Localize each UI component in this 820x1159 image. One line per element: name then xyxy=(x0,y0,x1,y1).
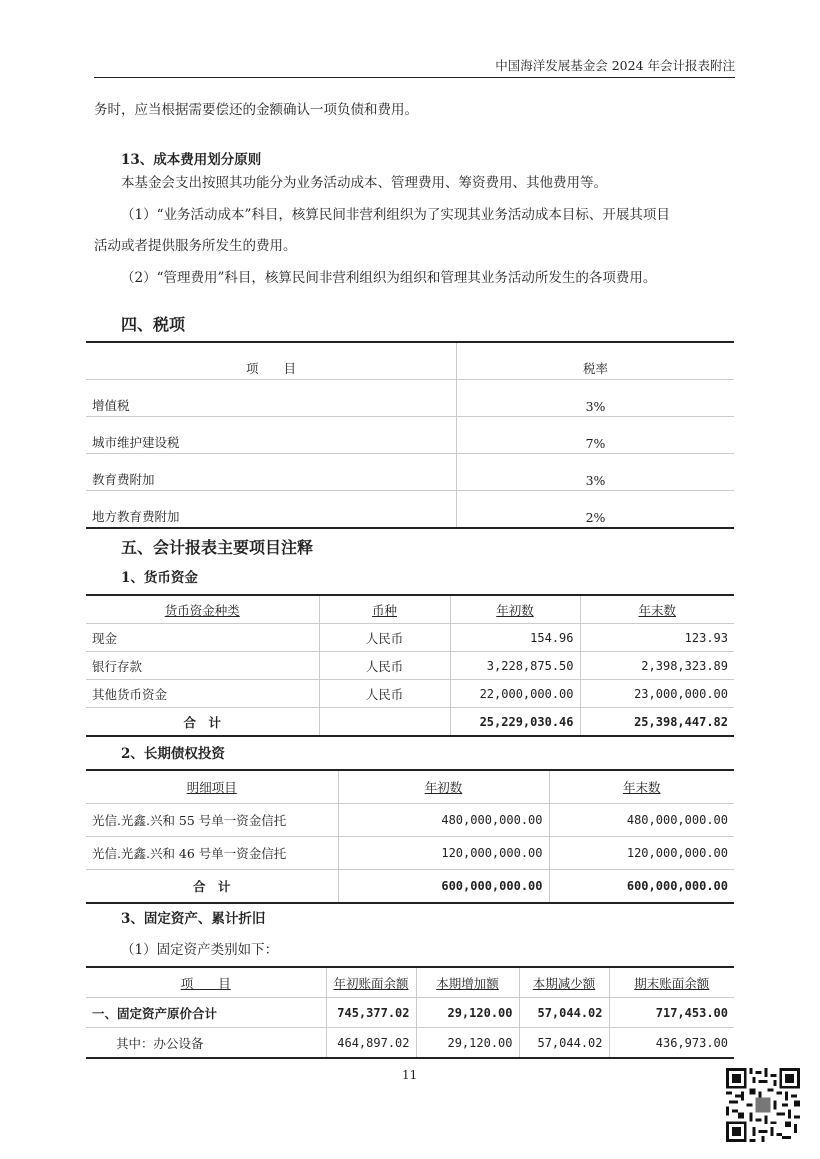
asset-increase: 29,120.00 xyxy=(416,1028,519,1059)
total-label: 合 计 xyxy=(86,708,319,737)
cash-opening: 3,228,875.50 xyxy=(450,652,580,680)
investment-closing: 120,000,000.00 xyxy=(549,837,734,870)
header-opening-balance: 年初账面余额 xyxy=(326,967,416,998)
asset-opening: 464,897.02 xyxy=(326,1028,416,1059)
cash-type: 银行存款 xyxy=(86,652,319,680)
asset-closing: 717,453.00 xyxy=(609,998,734,1028)
table-row xyxy=(86,417,734,454)
tax-name: 教育费附加 xyxy=(86,454,457,491)
cash-currency: 人民币 xyxy=(319,624,450,652)
tax-name: 城市维护建设税 xyxy=(86,417,457,454)
header-item: 项 目 xyxy=(86,967,326,998)
longterm-investment-table xyxy=(86,769,734,904)
tax-rate: 7% xyxy=(457,417,735,454)
tax-heading: 四、税项 xyxy=(121,315,186,334)
section-13-heading: 13、成本费用划分原则 xyxy=(121,152,262,168)
header-opening: 年初数 xyxy=(338,770,549,804)
table-header-row xyxy=(86,595,734,624)
page-header xyxy=(94,58,735,78)
fixed-assets-subheading: （1）固定资产类别如下： xyxy=(121,942,279,958)
qr-code-icon xyxy=(726,1068,800,1142)
header-type: 货币资金种类 xyxy=(86,595,319,624)
cash-opening: 22,000,000.00 xyxy=(450,680,580,708)
table-header-row xyxy=(86,342,734,380)
table-row xyxy=(86,804,734,837)
tax-rate: 3% xyxy=(457,454,735,491)
header-closing: 年末数 xyxy=(580,595,734,624)
table-header-row xyxy=(86,967,734,998)
table-row xyxy=(86,491,734,529)
asset-decrease: 57,044.02 xyxy=(519,1028,609,1059)
asset-name: 一、固定资产原价合计 xyxy=(86,998,326,1028)
asset-increase: 29,120.00 xyxy=(416,998,519,1028)
total-currency xyxy=(319,708,450,737)
investment-name: 光信.光鑫.兴和 55 号单一资金信托 xyxy=(86,804,338,837)
investment-opening: 120,000,000.00 xyxy=(338,837,549,870)
header-rate: 税率 xyxy=(457,342,735,380)
page-number: 11 xyxy=(402,1068,418,1082)
header-title: 中国海洋发展基金会 2024 年会计报表附注 xyxy=(495,58,735,73)
asset-name: 其中：办公设备 xyxy=(86,1028,326,1059)
cash-opening: 154.96 xyxy=(450,624,580,652)
asset-closing: 436,973.00 xyxy=(655,1035,728,1050)
section-13-paragraph-2-line-1: （1）“业务活动成本”科目，核算民间非营利组织为了实现其业务活动成本目标、开展其项目 xyxy=(121,207,670,223)
total-closing: 600,000,000.00 xyxy=(626,879,728,893)
table-header-row xyxy=(86,770,734,804)
cash-closing: 23,000,000.00 xyxy=(580,680,734,708)
cash-closing: 123.93 xyxy=(580,624,734,652)
total-opening: 25,229,030.46 xyxy=(450,708,580,737)
section-13-paragraph-2-line-2: 活动或者提供服务所发生的费用。 xyxy=(94,238,297,254)
header-currency: 币种 xyxy=(319,595,450,624)
tax-name: 增值税 xyxy=(86,380,457,417)
cash-type: 现金 xyxy=(86,624,319,652)
tax-rate: 3% xyxy=(457,380,735,417)
investment-closing: 480,000,000.00 xyxy=(549,804,734,837)
header-decrease: 本期减少额 xyxy=(519,967,609,998)
cash-type: 其他货币资金 xyxy=(86,680,319,708)
table-total-row xyxy=(86,870,734,904)
header-closing-balance: 期末账面余额 xyxy=(609,967,734,998)
section-5-heading: 五、会计报表主要项目注释 xyxy=(121,538,314,557)
cash-closing: 2,398,323.89 xyxy=(580,652,734,680)
total-closing: 25,398,447.82 xyxy=(634,714,728,729)
header-increase: 本期增加额 xyxy=(416,967,519,998)
cash-table xyxy=(86,594,734,737)
header-opening: 年初数 xyxy=(450,595,580,624)
table-row xyxy=(86,624,734,652)
table-total-row xyxy=(86,708,734,737)
section-13-paragraph-1: 本基金会支出按照其功能分为业务活动成本、管理费用、筹资费用、其他费用等。 xyxy=(121,175,607,191)
cash-heading: 1、货币资金 xyxy=(121,570,198,586)
cash-currency: 人民币 xyxy=(319,652,450,680)
fixed-assets-table xyxy=(86,966,734,1059)
total-opening: 600,000,000.00 xyxy=(338,870,549,904)
header-detail: 明细项目 xyxy=(86,770,338,804)
table-row xyxy=(86,652,734,680)
header-item: 项 目 xyxy=(86,342,457,380)
table-row xyxy=(86,380,734,417)
table-row xyxy=(86,680,734,708)
longterm-heading: 2、长期债权投资 xyxy=(121,746,225,762)
header-closing: 年末数 xyxy=(549,770,734,804)
tax-table xyxy=(86,341,734,529)
total-label: 合 计 xyxy=(86,870,338,904)
table-row xyxy=(86,1028,734,1059)
tax-rate: 2% xyxy=(585,510,606,525)
table-total-row xyxy=(86,998,734,1028)
table-row xyxy=(86,454,734,491)
tax-name: 地方教育费附加 xyxy=(86,491,457,529)
asset-decrease: 57,044.02 xyxy=(519,998,609,1028)
fixed-assets-heading: 3、固定资产、累计折旧 xyxy=(121,911,266,927)
cash-currency: 人民币 xyxy=(319,680,450,708)
asset-opening: 745,377.02 xyxy=(326,998,416,1028)
investment-name: 光信.光鑫.兴和 46 号单一资金信托 xyxy=(86,837,338,870)
intro-line: 务时，应当根据需要偿还的金额确认一项负债和费用。 xyxy=(94,102,418,118)
investment-opening: 480,000,000.00 xyxy=(338,804,549,837)
table-row xyxy=(86,837,734,870)
section-13-paragraph-3: （2）“管理费用”科目，核算民间非营利组织为组织和管理其业务活动所发生的各项费用。 xyxy=(121,270,657,286)
